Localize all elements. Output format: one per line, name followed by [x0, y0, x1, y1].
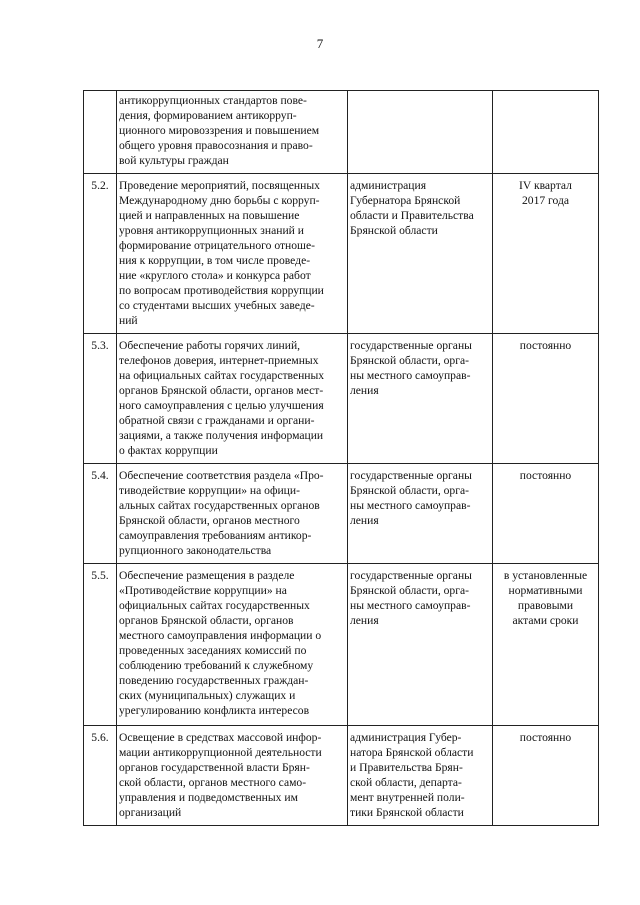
- task-description-line: органов государственной власти Брян-: [119, 761, 310, 774]
- task-description-line: официальных сайтах государственных: [119, 599, 310, 612]
- deadline-line: 2017 года: [521, 194, 570, 207]
- task-description-line: Международному дню борьбы с корруп-: [119, 194, 320, 207]
- item-number: 5.2.: [84, 174, 117, 334]
- task-description-line: формирование отрицательного отноше-: [119, 239, 315, 252]
- deadline: [493, 334, 599, 464]
- task-description-line: Обеспечение размещения в разделе: [119, 569, 295, 582]
- task-description-line: ционного мировоззрения и повышением: [119, 124, 320, 137]
- responsible-executor-line: мент внутренней поли-: [350, 791, 465, 804]
- item-number: 5.5.: [84, 564, 117, 726]
- task-description: [117, 334, 348, 464]
- task-description-line: со студентами высших учебных заведе-: [119, 299, 315, 312]
- responsible-executor-line: администрация: [350, 179, 427, 192]
- responsible-executor: [348, 334, 493, 464]
- responsible-executor-line: Губернатора Брянской: [350, 194, 461, 207]
- task-description-line: Обеспечение соответствия раздела «Про-: [119, 469, 324, 482]
- responsible-executor-line: и Правительства Брян-: [350, 761, 463, 774]
- task-description-line: уровня антикоррупционных знаний и: [119, 224, 304, 237]
- task-description-line: цией и направленных на повышение: [119, 209, 300, 222]
- responsible-executor: [348, 464, 493, 564]
- responsible-executor-line: государственные органы: [350, 339, 472, 352]
- deadline: [493, 726, 599, 826]
- action-plan-table: [83, 90, 599, 826]
- responsible-executor: [348, 91, 493, 174]
- table-row: [84, 564, 599, 726]
- task-description-line: общего уровня правосознания и право-: [119, 139, 313, 152]
- task-description-line: организаций: [119, 806, 182, 819]
- task-description-line: Проведение мероприятий, посвященных: [119, 179, 320, 192]
- table-row: [84, 726, 599, 826]
- task-description-line: антикоррупционных стандартов пове-: [119, 94, 307, 107]
- responsible-executor-line: натора Брянской области: [350, 746, 474, 759]
- responsible-executor-line: Брянской области: [350, 224, 438, 237]
- task-description-line: органов Брянской области, органов: [119, 614, 294, 627]
- task-description-line: ного самоуправления с целью улучшения: [119, 399, 324, 412]
- task-description-line: проведенных заседаниях комиссий по: [119, 644, 307, 657]
- task-description-line: Освещение в средствах массовой инфор-: [119, 731, 322, 744]
- task-description-line: местного самоуправления информации о: [119, 629, 322, 642]
- task-description-line: органов Брянской области, органов мест-: [119, 384, 324, 397]
- deadline: [493, 564, 599, 726]
- responsible-executor-line: тики Брянской области: [350, 806, 464, 819]
- deadline-line: в установленные: [503, 569, 588, 582]
- responsible-executor: [348, 726, 493, 826]
- responsible-executor-line: администрация Губер-: [350, 731, 462, 744]
- task-description-line: мации антикоррупционной деятельности: [119, 746, 322, 759]
- responsible-executor-line: Брянской области, орга-: [350, 354, 469, 367]
- table-row: [84, 91, 599, 174]
- responsible-executor-line: ской области, департа-: [350, 776, 462, 789]
- task-description-line: телефонов доверия, интернет-приемных: [119, 354, 319, 367]
- deadline-line: актами сроки: [512, 614, 579, 627]
- task-description-line: обратной связи с гражданами и органи-: [119, 414, 315, 427]
- task-description-line: альных сайтах государственных органов: [119, 499, 320, 512]
- page-number: 7: [316, 36, 324, 51]
- responsible-executor-line: ления: [350, 384, 379, 397]
- item-number: [84, 91, 117, 174]
- deadline-line: постоянно: [519, 469, 572, 482]
- task-description: [117, 174, 348, 334]
- responsible-executor: [348, 174, 493, 334]
- task-description-line: ских (муниципальных) служащих и: [119, 689, 296, 702]
- item-number: 5.3.: [84, 334, 117, 464]
- task-description-line: рупционного законодательства: [119, 544, 272, 557]
- task-description-line: соблюдению требований к служебному: [119, 659, 314, 672]
- deadline-line: IV квартал: [519, 179, 572, 192]
- task-description-line: вой культуры граждан: [119, 154, 229, 167]
- responsible-executor-line: ны местного самоуправ-: [350, 599, 471, 612]
- task-description-line: дения, формированием антикорруп-: [119, 109, 297, 122]
- deadline-line: постоянно: [519, 731, 572, 744]
- responsible-executor: [348, 564, 493, 726]
- task-description: [117, 726, 348, 826]
- task-description-line: ния к коррупции, в том числе проведе-: [119, 254, 311, 267]
- responsible-executor-line: ления: [350, 514, 379, 527]
- task-description-line: о фактах коррупции: [119, 444, 218, 457]
- task-description-line: Брянской области, органов местного: [119, 514, 300, 527]
- responsible-executor-line: Брянской области, орга-: [350, 584, 469, 597]
- task-description: [117, 91, 348, 174]
- task-description-line: урегулированию конфликта интересов: [119, 704, 310, 717]
- task-description-line: зациями, а также получения информации: [119, 429, 324, 442]
- responsible-executor-line: ны местного самоуправ-: [350, 499, 471, 512]
- item-number: 5.6.: [84, 726, 117, 826]
- task-description-line: самоуправления требованиям антикор-: [119, 529, 312, 542]
- task-description-line: ний: [119, 314, 138, 327]
- responsible-executor-line: ления: [350, 614, 379, 627]
- responsible-executor-line: области и Правительства: [350, 209, 474, 222]
- task-description-line: ской области, органов местного само-: [119, 776, 307, 789]
- deadline-line: правовыми: [517, 599, 574, 612]
- responsible-executor-line: ны местного самоуправ-: [350, 369, 471, 382]
- responsible-executor-line: государственные органы: [350, 469, 472, 482]
- task-description-line: на официальных сайтах государственных: [119, 369, 325, 382]
- deadline: [493, 91, 599, 174]
- task-description-line: Обеспечение работы горячих линий,: [119, 339, 301, 352]
- task-description: [117, 564, 348, 726]
- task-description: [117, 464, 348, 564]
- task-description-line: управления и подведомственных им: [119, 791, 298, 804]
- table-row: [84, 334, 599, 464]
- task-description-line: «Противодействие коррупции» на: [119, 584, 287, 597]
- task-description-line: тиводействие коррупции» на офици-: [119, 484, 300, 497]
- task-description-line: ние «круглого стола» и конкурса работ: [119, 269, 311, 282]
- table-row: [84, 464, 599, 564]
- task-description-line: поведению государственных граждан-: [119, 674, 309, 687]
- item-number: 5.4.: [84, 464, 117, 564]
- responsible-executor-line: государственные органы: [350, 569, 472, 582]
- deadline: [493, 174, 599, 334]
- deadline-line: постоянно: [519, 339, 572, 352]
- deadline: [493, 464, 599, 564]
- responsible-executor-line: Брянской области, орга-: [350, 484, 469, 497]
- table-row: [84, 174, 599, 334]
- deadline-line: нормативными: [508, 584, 583, 597]
- task-description-line: по вопросам противодействия коррупции: [119, 284, 324, 297]
